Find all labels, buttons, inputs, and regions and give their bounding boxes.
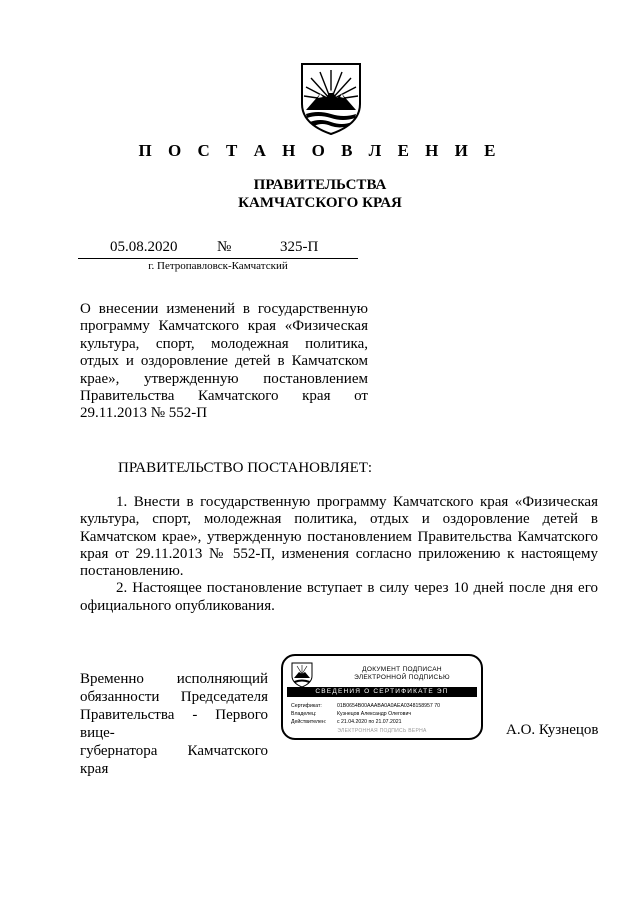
- electronic-signature-stamp: [281, 654, 483, 740]
- stamp-owner-row: [291, 711, 411, 717]
- body-line: Камчатском крае», утвержденную постановлением Правительства Камчатского: [80, 528, 598, 545]
- signatory-name: А.О. Кузнецов: [506, 722, 599, 738]
- position-line: обязанности Председателя: [80, 689, 268, 705]
- certificate-value: 01B0654B00AAABA0A0AEA0348158957 70: [337, 703, 440, 709]
- validity-label: Действителен:: [291, 719, 327, 725]
- registration-line: [78, 239, 358, 259]
- subject-line: отдых и оздоровление детей в Камчатском: [80, 353, 368, 370]
- kamchatka-coat-of-arms-icon: [298, 60, 364, 136]
- document-subject: [80, 301, 368, 423]
- subject-line: культура, спорт, молодежная политика,: [80, 335, 368, 352]
- subject-line: крае», утвержденную постановлением: [80, 370, 368, 387]
- city-name: г. Петропавловск-Камчатский: [148, 260, 288, 272]
- owner-label: Владелец:: [291, 711, 317, 717]
- owner-value: Кузнецов Александр Олегович: [337, 711, 412, 717]
- body-line: официального опубликования.: [80, 597, 275, 614]
- stamp-certificate-row: [291, 703, 440, 709]
- stamp-title-line-1: ДОКУМЕНТ ПОДПИСАН: [362, 666, 442, 673]
- subject-line: Правительства Камчатского края от: [80, 388, 368, 405]
- stamp-certificate-banner: СВЕДЕНИЯ О СЕРТИФИКАТЕ ЭП: [287, 687, 477, 697]
- certificate-label: Сертификат:: [291, 703, 322, 709]
- body-line: постановлению.: [80, 563, 184, 580]
- position-line: Правительства - Первого вице-: [80, 707, 268, 741]
- subject-line: 29.11.2013 № 552-П: [80, 405, 208, 422]
- preamble: ПРАВИТЕЛЬСТВО ПОСТАНОВЛЯЕТ:: [118, 460, 373, 476]
- document-body: [80, 494, 598, 615]
- validity-value: с 21.04.2020 по 21.07.2021: [337, 719, 402, 725]
- stamp-title-line-2: ЭЛЕКТРОННОЙ ПОДПИСЬЮ: [354, 674, 450, 681]
- document-date: 05.08.2020: [110, 239, 178, 255]
- position-line: Временно исполняющий: [80, 671, 268, 687]
- issuer-line-2: КАМЧАТСКОГО КРАЯ: [238, 195, 402, 211]
- registration-underline: [78, 258, 358, 259]
- body-line: 2. Настоящее постановление вступает в силу через 10 дней после дня его: [116, 580, 598, 597]
- stamp-emblem-icon: [291, 662, 313, 688]
- stamp-footer: ЭЛЕКТРОННАЯ ПОДПИСЬ ВЕРНА: [337, 728, 427, 734]
- subject-line: программу Камчатского края «Физическая: [80, 318, 368, 335]
- body-line: края от 29.11.2013 № 552-П, изменения согласно приложению к настоящему: [80, 545, 598, 562]
- signatory-position: [80, 670, 268, 778]
- body-line: культура, спорт, молодежная политика, отдых и оздоровление детей в: [80, 511, 598, 528]
- document-number: 325-П: [280, 239, 319, 255]
- stamp-validity-row: [291, 719, 402, 725]
- body-line: 1. Внести в государственную программу Камчатского края «Физическая: [116, 494, 598, 510]
- position-line: губернатора Камчатского края: [80, 743, 268, 777]
- issuer-line-1: ПРАВИТЕЛЬСТВА: [253, 177, 387, 193]
- document-type-title: П О С Т А Н О В Л Е Н И Е: [138, 141, 502, 160]
- subject-line: О внесении изменений в государственную: [80, 301, 368, 317]
- number-sign: №: [217, 239, 232, 255]
